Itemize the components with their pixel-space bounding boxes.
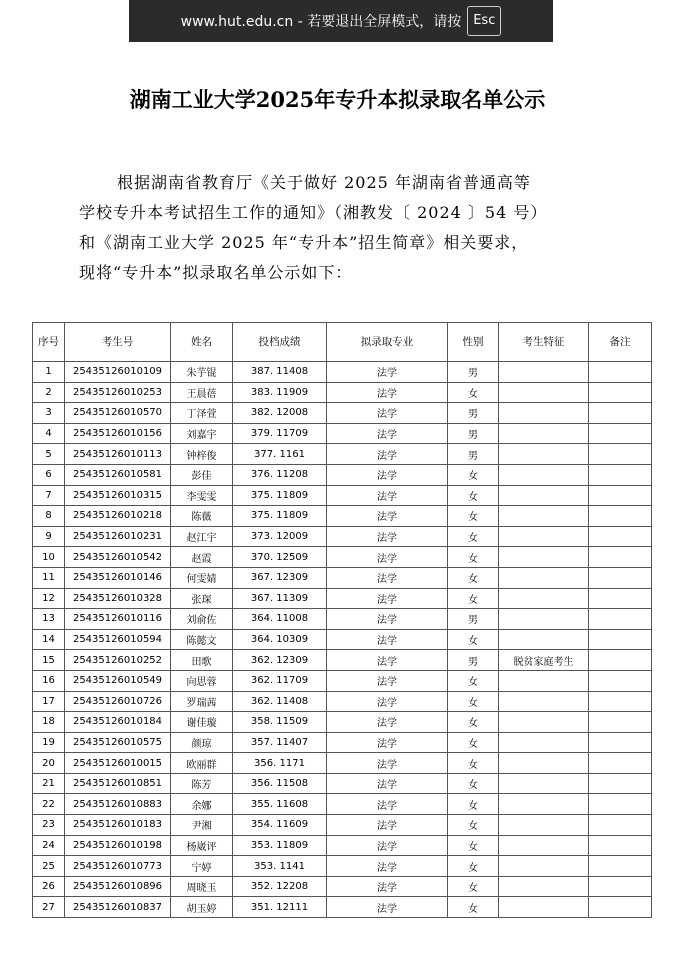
- cell-remark: [589, 712, 652, 733]
- cell-feature: [499, 403, 589, 424]
- cell-gender: 女: [448, 526, 499, 547]
- table-row: [33, 629, 652, 650]
- cell-score: 356. 1171: [233, 753, 327, 774]
- cell-major: 法学: [327, 629, 448, 650]
- cell-name: 朱芋锟: [171, 362, 233, 383]
- cell-score: 370. 12509: [233, 547, 327, 568]
- table-row: [33, 382, 652, 403]
- cell-name: 颜琼: [171, 732, 233, 753]
- cell-gender: 女: [448, 691, 499, 712]
- cell-feature: [499, 732, 589, 753]
- cell-gender: 女: [448, 588, 499, 609]
- cell-score: 382. 12008: [233, 403, 327, 424]
- cell-exam-id: 25435126010146: [65, 567, 171, 588]
- cell-remark: [589, 691, 652, 712]
- cell-exam-id: 25435126010109: [65, 362, 171, 383]
- table-row: [33, 588, 652, 609]
- cell-seq: 27: [33, 897, 65, 918]
- table-row: [33, 897, 652, 918]
- cell-feature: 脱贫家庭考生: [499, 650, 589, 671]
- cell-name: 刘嘉宇: [171, 423, 233, 444]
- cell-major: 法学: [327, 691, 448, 712]
- cell-remark: [589, 897, 652, 918]
- cell-seq: 2: [33, 382, 65, 403]
- cell-seq: 10: [33, 547, 65, 568]
- cell-remark: [589, 629, 652, 650]
- cell-seq: 26: [33, 876, 65, 897]
- cell-major: 法学: [327, 835, 448, 856]
- table-row: [33, 773, 652, 794]
- cell-name: 丁泽萱: [171, 403, 233, 424]
- table-row: [33, 403, 652, 424]
- cell-gender: 女: [448, 753, 499, 774]
- cell-remark: [589, 876, 652, 897]
- cell-feature: [499, 526, 589, 547]
- cell-gender: 女: [448, 567, 499, 588]
- header-name: 姓名: [171, 323, 233, 362]
- cell-feature: [499, 712, 589, 733]
- cell-exam-id: 25435126010315: [65, 485, 171, 506]
- cell-score: 367. 11309: [233, 588, 327, 609]
- cell-name: 张琛: [171, 588, 233, 609]
- cell-gender: 男: [448, 609, 499, 630]
- cell-name: 欧丽群: [171, 753, 233, 774]
- cell-exam-id: 25435126010837: [65, 897, 171, 918]
- header-feature: 考生特征: [499, 323, 589, 362]
- table-body: [33, 362, 652, 918]
- cell-gender: 女: [448, 732, 499, 753]
- cell-seq: 19: [33, 732, 65, 753]
- cell-feature: [499, 670, 589, 691]
- cell-remark: [589, 423, 652, 444]
- cell-name: 赵霞: [171, 547, 233, 568]
- cell-seq: 9: [33, 526, 65, 547]
- cell-remark: [589, 547, 652, 568]
- cell-seq: 12: [33, 588, 65, 609]
- header-remark: 备注: [589, 323, 652, 362]
- cell-major: 法学: [327, 444, 448, 465]
- cell-score: 351. 12111: [233, 897, 327, 918]
- cell-feature: [499, 691, 589, 712]
- cell-feature: [499, 382, 589, 403]
- cell-remark: [589, 444, 652, 465]
- cell-remark: [589, 732, 652, 753]
- table-row: [33, 691, 652, 712]
- cell-exam-id: 25435126010231: [65, 526, 171, 547]
- cell-major: 法学: [327, 423, 448, 444]
- paragraph-line: 现将“专升本”拟录取名单公示如下：: [79, 263, 353, 282]
- cell-gender: 女: [448, 485, 499, 506]
- cell-seq: 21: [33, 773, 65, 794]
- cell-name: 周晓玉: [171, 876, 233, 897]
- cell-feature: [499, 815, 589, 836]
- cell-major: 法学: [327, 526, 448, 547]
- cell-major: 法学: [327, 506, 448, 527]
- cell-major: 法学: [327, 567, 448, 588]
- cell-exam-id: 25435126010183: [65, 815, 171, 836]
- cell-gender: 女: [448, 712, 499, 733]
- header-gender: 性别: [448, 323, 499, 362]
- cell-exam-id: 25435126010252: [65, 650, 171, 671]
- cell-name: 赵江宇: [171, 526, 233, 547]
- notice-paragraph: [79, 168, 639, 288]
- cell-remark: [589, 588, 652, 609]
- cell-exam-id: 25435126010594: [65, 629, 171, 650]
- cell-seq: 5: [33, 444, 65, 465]
- cell-exam-id: 25435126010570: [65, 403, 171, 424]
- cell-feature: [499, 485, 589, 506]
- cell-feature: [499, 629, 589, 650]
- cell-score: 373. 12009: [233, 526, 327, 547]
- table-row: [33, 876, 652, 897]
- cell-gender: 女: [448, 815, 499, 836]
- cell-gender: 女: [448, 773, 499, 794]
- cell-gender: 男: [448, 444, 499, 465]
- cell-score: 362. 11709: [233, 670, 327, 691]
- cell-gender: 女: [448, 629, 499, 650]
- table-row: [33, 567, 652, 588]
- cell-seq: 4: [33, 423, 65, 444]
- table-row: [33, 464, 652, 485]
- fullscreen-exit-banner: [129, 0, 553, 42]
- cell-major: 法学: [327, 897, 448, 918]
- cell-gender: 女: [448, 670, 499, 691]
- table-row: [33, 712, 652, 733]
- cell-seq: 3: [33, 403, 65, 424]
- cell-exam-id: 25435126010113: [65, 444, 171, 465]
- table-row: [33, 670, 652, 691]
- cell-major: 法学: [327, 670, 448, 691]
- cell-gender: 男: [448, 423, 499, 444]
- cell-feature: [499, 567, 589, 588]
- cell-score: 358. 11509: [233, 712, 327, 733]
- cell-name: 陈芳: [171, 773, 233, 794]
- cell-name: 宁婷: [171, 856, 233, 877]
- cell-name: 罗瑞茜: [171, 691, 233, 712]
- cell-gender: 男: [448, 403, 499, 424]
- cell-feature: [499, 753, 589, 774]
- cell-exam-id: 25435126010896: [65, 876, 171, 897]
- header-score: 投档成绩: [233, 323, 327, 362]
- cell-score: 379. 11709: [233, 423, 327, 444]
- cell-feature: [499, 423, 589, 444]
- table-header-row: [33, 323, 652, 362]
- cell-remark: [589, 835, 652, 856]
- cell-feature: [499, 794, 589, 815]
- table-row: [33, 609, 652, 630]
- cell-major: 法学: [327, 876, 448, 897]
- cell-gender: 女: [448, 897, 499, 918]
- cell-name: 向思蓉: [171, 670, 233, 691]
- cell-seq: 24: [33, 835, 65, 856]
- cell-remark: [589, 773, 652, 794]
- cell-score: 362. 12309: [233, 650, 327, 671]
- cell-score: 355. 11608: [233, 794, 327, 815]
- cell-seq: 8: [33, 506, 65, 527]
- cell-seq: 20: [33, 753, 65, 774]
- cell-name: 钟梓俊: [171, 444, 233, 465]
- cell-feature: [499, 547, 589, 568]
- cell-exam-id: 25435126010116: [65, 609, 171, 630]
- cell-remark: [589, 670, 652, 691]
- cell-name: 陈懿文: [171, 629, 233, 650]
- cell-major: 法学: [327, 650, 448, 671]
- cell-name: 尹湘: [171, 815, 233, 836]
- cell-feature: [499, 588, 589, 609]
- cell-exam-id: 25435126010218: [65, 506, 171, 527]
- cell-name: 杨崴评: [171, 835, 233, 856]
- cell-remark: [589, 856, 652, 877]
- cell-major: 法学: [327, 609, 448, 630]
- cell-feature: [499, 609, 589, 630]
- cell-gender: 女: [448, 856, 499, 877]
- cell-seq: 7: [33, 485, 65, 506]
- cell-exam-id: 25435126010542: [65, 547, 171, 568]
- table-row: [33, 650, 652, 671]
- cell-remark: [589, 506, 652, 527]
- cell-feature: [499, 876, 589, 897]
- cell-major: 法学: [327, 362, 448, 383]
- cell-seq: 6: [33, 464, 65, 485]
- cell-name: 李雯雯: [171, 485, 233, 506]
- cell-exam-id: 25435126010575: [65, 732, 171, 753]
- cell-score: 375. 11809: [233, 506, 327, 527]
- cell-remark: [589, 362, 652, 383]
- cell-exam-id: 25435126010198: [65, 835, 171, 856]
- cell-exam-id: 25435126010156: [65, 423, 171, 444]
- cell-name: 胡玉婷: [171, 897, 233, 918]
- table-row: [33, 444, 652, 465]
- admission-table: [32, 322, 652, 918]
- cell-gender: 女: [448, 382, 499, 403]
- cell-feature: [499, 362, 589, 383]
- cell-remark: [589, 609, 652, 630]
- table-row: [33, 753, 652, 774]
- cell-score: 383. 11909: [233, 382, 327, 403]
- paragraph-line: 学校专升本考试招生工作的通知》（湘教发〔 2024 〕54 号）: [79, 203, 548, 222]
- table-row: [33, 732, 652, 753]
- cell-score: 367. 12309: [233, 567, 327, 588]
- paragraph-line: 和《湖南工业大学 2025 年“专升本”招生简章》相关要求，: [79, 233, 529, 252]
- cell-seq: 25: [33, 856, 65, 877]
- cell-remark: [589, 567, 652, 588]
- cell-major: 法学: [327, 856, 448, 877]
- cell-seq: 13: [33, 609, 65, 630]
- cell-major: 法学: [327, 753, 448, 774]
- cell-score: 353. 11809: [233, 835, 327, 856]
- cell-major: 法学: [327, 815, 448, 836]
- cell-name: 何雯婧: [171, 567, 233, 588]
- cell-feature: [499, 464, 589, 485]
- cell-score: 387. 11408: [233, 362, 327, 383]
- cell-feature: [499, 856, 589, 877]
- cell-gender: 女: [448, 876, 499, 897]
- cell-name: 彭佳: [171, 464, 233, 485]
- page-title: 湖南工业大学2025年专升本拟录取名单公示: [129, 87, 546, 112]
- table-row: [33, 423, 652, 444]
- header-major: 拟录取专业: [327, 323, 448, 362]
- cell-gender: 女: [448, 794, 499, 815]
- cell-remark: [589, 794, 652, 815]
- cell-seq: 18: [33, 712, 65, 733]
- cell-seq: 23: [33, 815, 65, 836]
- cell-score: 375. 11809: [233, 485, 327, 506]
- cell-major: 法学: [327, 712, 448, 733]
- cell-major: 法学: [327, 588, 448, 609]
- cell-seq: 22: [33, 794, 65, 815]
- cell-feature: [499, 773, 589, 794]
- cell-feature: [499, 506, 589, 527]
- cell-score: 364. 11008: [233, 609, 327, 630]
- cell-remark: [589, 403, 652, 424]
- cell-seq: 14: [33, 629, 65, 650]
- cell-exam-id: 25435126010184: [65, 712, 171, 733]
- table-row: [33, 547, 652, 568]
- cell-remark: [589, 464, 652, 485]
- cell-seq: 1: [33, 362, 65, 383]
- cell-score: 352. 12208: [233, 876, 327, 897]
- cell-gender: 女: [448, 835, 499, 856]
- cell-score: 353. 1141: [233, 856, 327, 877]
- banner-text: www.hut.edu.cn - 若要退出全屏模式，请按: [180, 14, 462, 30]
- table-row: [33, 835, 652, 856]
- cell-exam-id: 25435126010851: [65, 773, 171, 794]
- cell-major: 法学: [327, 547, 448, 568]
- esc-key-hint[interactable]: Esc: [467, 6, 501, 36]
- cell-name: 田歌: [171, 650, 233, 671]
- cell-major: 法学: [327, 732, 448, 753]
- cell-exam-id: 25435126010549: [65, 670, 171, 691]
- cell-exam-id: 25435126010253: [65, 382, 171, 403]
- cell-major: 法学: [327, 382, 448, 403]
- cell-score: 354. 11609: [233, 815, 327, 836]
- cell-exam-id: 25435126010883: [65, 794, 171, 815]
- cell-gender: 男: [448, 362, 499, 383]
- cell-seq: 16: [33, 670, 65, 691]
- table-row: [33, 506, 652, 527]
- cell-score: 364. 10309: [233, 629, 327, 650]
- cell-remark: [589, 526, 652, 547]
- cell-exam-id: 25435126010773: [65, 856, 171, 877]
- cell-gender: 女: [448, 506, 499, 527]
- cell-major: 法学: [327, 464, 448, 485]
- cell-feature: [499, 444, 589, 465]
- cell-score: 376. 11208: [233, 464, 327, 485]
- cell-seq: 17: [33, 691, 65, 712]
- cell-remark: [589, 815, 652, 836]
- cell-name: 陈薇: [171, 506, 233, 527]
- cell-remark: [589, 382, 652, 403]
- cell-score: 356. 11508: [233, 773, 327, 794]
- cell-name: 刘俞佐: [171, 609, 233, 630]
- cell-gender: 男: [448, 650, 499, 671]
- cell-remark: [589, 650, 652, 671]
- cell-major: 法学: [327, 485, 448, 506]
- table-row: [33, 856, 652, 877]
- cell-seq: 15: [33, 650, 65, 671]
- cell-name: 余娜: [171, 794, 233, 815]
- cell-score: 362. 11408: [233, 691, 327, 712]
- cell-score: 377. 1161: [233, 444, 327, 465]
- cell-gender: 女: [448, 464, 499, 485]
- cell-exam-id: 25435126010726: [65, 691, 171, 712]
- cell-feature: [499, 835, 589, 856]
- cell-score: 357. 11407: [233, 732, 327, 753]
- table-row: [33, 362, 652, 383]
- cell-feature: [499, 897, 589, 918]
- cell-seq: 11: [33, 567, 65, 588]
- cell-exam-id: 25435126010328: [65, 588, 171, 609]
- cell-exam-id: 25435126010581: [65, 464, 171, 485]
- cell-name: 王晨蓓: [171, 382, 233, 403]
- cell-remark: [589, 753, 652, 774]
- cell-remark: [589, 485, 652, 506]
- cell-gender: 女: [448, 547, 499, 568]
- cell-major: 法学: [327, 794, 448, 815]
- table-row: [33, 815, 652, 836]
- table-row: [33, 794, 652, 815]
- paragraph-line: 根据湖南省教育厅《关于做好 2025 年湖南省普通高等: [117, 173, 531, 192]
- table-row: [33, 526, 652, 547]
- header-exam-id: 考生号: [65, 323, 171, 362]
- cell-exam-id: 25435126010015: [65, 753, 171, 774]
- cell-name: 谢佳璇: [171, 712, 233, 733]
- cell-major: 法学: [327, 403, 448, 424]
- cell-major: 法学: [327, 773, 448, 794]
- header-seq: 序号: [33, 323, 65, 362]
- table-row: [33, 485, 652, 506]
